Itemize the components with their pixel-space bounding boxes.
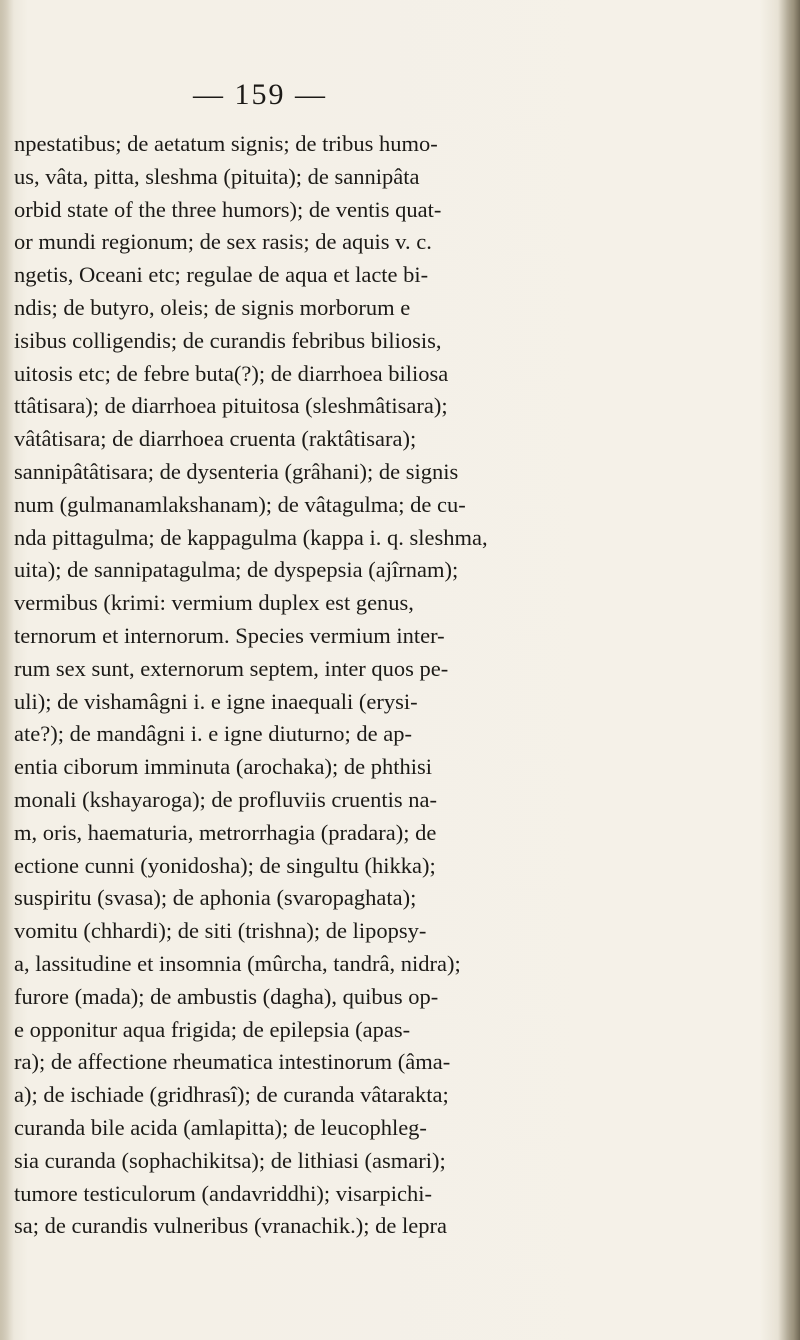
text-line: npestatibus; de aetatum signis; de tribus humo- [14, 131, 438, 156]
text-line: uitosis etc; de febre buta(?); de diarrhoea biliosa [14, 360, 449, 386]
text-line: vomitu (chhardi); de siti (trishna); de lipopsy- [14, 918, 427, 944]
page-number: — 159 — [193, 78, 327, 111]
text-line: ngetis, Oceani etc; regulae de aqua et lacte bi- [14, 262, 429, 288]
text-line: sa; de curandis vulneribus (vranachik.); de lepra [14, 1213, 447, 1239]
text-line: num (gulmanamlakshanam); de vâtagulma; de cu- [14, 491, 466, 517]
text-line: isibus colligendis; de curandis febribus biliosis, [14, 327, 442, 353]
text-line: orbid state of the three humors); de ventis quat- [14, 196, 442, 222]
text-line: curanda bile acida (amlapitta); de leucophleg- [14, 1114, 427, 1140]
text-line: ate?); de mandâgni i. e igne diuturno; de ap- [14, 721, 412, 747]
text-line: rum sex sunt, externorum septem, inter quos pe- [14, 655, 449, 681]
text-line: suspiritu (svasa); de aphonia (svaropaghata); [14, 885, 417, 911]
text-line: monali (kshayaroga); de profluviis cruentis na- [14, 786, 437, 812]
text-line: nda pittagulma; de kappagulma (kappa i. q. sleshma, [14, 524, 488, 550]
text-line: uita); de sannipatagulma; de dyspepsia (ajîrnam); [14, 557, 459, 583]
text-line: entia ciborum imminuta (arochaka); de phthisi [14, 754, 432, 780]
text-line: sannipâtâtisara; de dysenteria (grâhani); de signis [14, 458, 459, 484]
text-line: tumore testiculorum (andavriddhi); visarpichi- [14, 1180, 433, 1206]
text-line: ndis; de butyro, oleis; de signis morborum e [14, 294, 411, 320]
text-line: ectione cunni (yonidosha); de singultu (hikka); [14, 852, 436, 878]
text-line: uli); de vishamâgni i. e igne inaequali (erysi- [14, 688, 418, 714]
text-line: vâtâtisara; de diarrhoea cruenta (raktâtisara); [14, 426, 417, 452]
text-line: ttâtisara); de diarrhoea pituitosa (sleshmâtisara); [14, 393, 448, 419]
text-line: or mundi regionum; de sex rasis; de aquis v. c. [14, 229, 432, 255]
text-line: us, vâta, pitta, sleshma (pituita); de sannipâta [14, 163, 420, 189]
text-line: vermibus (krimi: vermium duplex est genus, [14, 590, 414, 616]
text-line: ternorum et internorum. Species vermium inter- [14, 622, 445, 648]
text-line: m, oris, haematuria, metrorrhagia (pradara); de [14, 819, 437, 845]
text-line: ra); de affectione rheumatica intestinorum (âma- [14, 1049, 451, 1075]
text-line: furore (mada); de ambustis (dagha), quibus op- [14, 983, 439, 1009]
text-line: sia curanda (sophachikitsa); de lithiasi (asmari); [14, 1147, 446, 1173]
text-line: a, lassitudine et insomnia (mûrcha, tandrâ, nidra); [14, 950, 461, 976]
text-line: e opponitur aqua frigida; de epilepsia (apas- [14, 1016, 411, 1042]
body-text [0, 128, 760, 1243]
text-line: a); de ischiade (gridhrasî); de curanda vâtarakta; [14, 1082, 449, 1108]
page-edge-shadow [778, 0, 800, 1340]
